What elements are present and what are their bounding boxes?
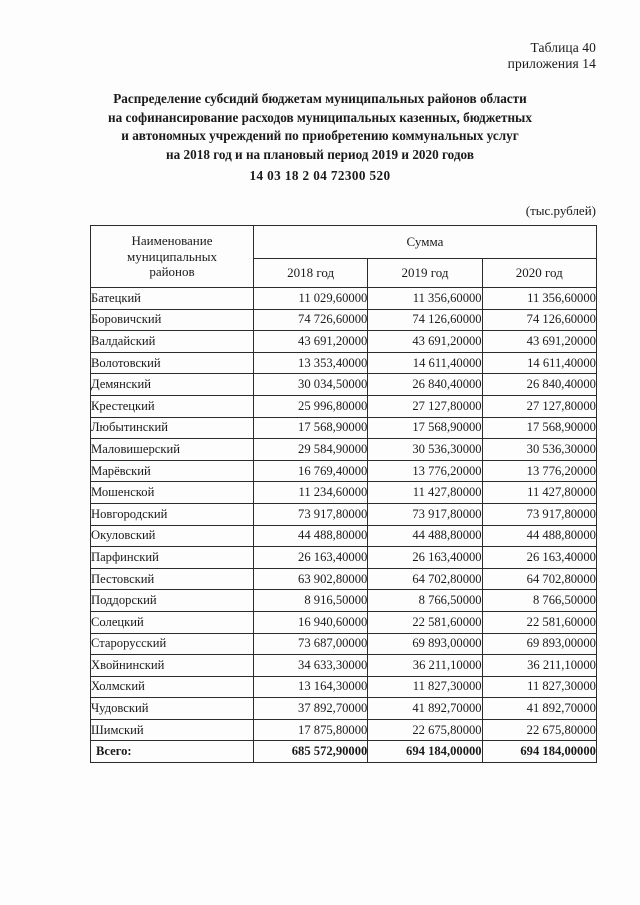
header-name-line-1: Наименование [131,233,213,249]
cell-amount-2018: 37 892,70000 [254,698,368,720]
title-line-2: на софинансирование расходов муниципальных казенных, бюджетных [108,109,532,125]
cell-amount-2018: 16 940,60000 [254,611,368,633]
cell-district-name: Поддорский [91,590,254,612]
title-line-1: Распределение субсидий бюджетам муниципальных районов области [113,91,527,106]
title-line-4: на 2018 год и на плановый период 2019 и 2020 годов [166,146,474,162]
cell-amount-2018: 16 769,40000 [254,460,368,482]
cell-amount-2020: 64 702,80000 [482,568,596,590]
column-header-sum-group: Сумма [254,226,597,259]
cell-amount-2020: 14 611,40000 [482,352,596,374]
cell-amount-2020: 11 427,80000 [482,482,596,504]
header-name-line-3: районов [149,264,195,280]
cell-amount-2018: 73 687,00000 [254,633,368,655]
cell-amount-2020: 36 211,10000 [482,655,596,677]
cell-amount-2018: 63 902,80000 [254,568,368,590]
cell-district-name: Парфинский [91,547,254,569]
cell-amount-2018: 11 234,60000 [254,482,368,504]
cell-amount-2019: 27 127,80000 [368,395,482,417]
table-body [91,288,597,763]
cell-district-name: Окуловский [91,525,254,547]
cell-amount-2019: 22 581,60000 [368,611,482,633]
table-row [91,568,597,590]
cell-district-name: Холмский [91,676,254,698]
table-row [91,309,597,331]
cell-amount-2020: 17 568,90000 [482,417,596,439]
cell-district-name: Маловишерский [91,439,254,461]
cell-amount-2018: 30 034,50000 [254,374,368,396]
table-row [91,611,597,633]
cell-amount-2020: 26 163,40000 [482,547,596,569]
cell-amount-2018: 8 916,50000 [254,590,368,612]
cell-amount-2019: 11 427,80000 [368,482,482,504]
header-name-line-2: муниципальных [126,248,217,264]
cell-amount-2019: 73 917,80000 [368,503,482,525]
cell-total-label: Всего: [91,741,254,763]
cell-district-name: Крестецкий [91,395,254,417]
table-header-row-group [91,226,597,259]
table-row [91,395,597,417]
table-row [91,698,597,720]
budget-classification-code: 14 03 18 2 04 72300 520 [249,168,391,183]
cell-amount-2018: 17 875,80000 [254,719,368,741]
column-header-district-name [91,226,254,288]
cell-district-name: Солецкий [91,611,254,633]
table-row [91,460,597,482]
table-row [91,417,597,439]
cell-amount-2020: 44 488,80000 [482,525,596,547]
table-row [91,590,597,612]
table-row [91,547,597,569]
cell-district-name: Боровичский [91,309,254,331]
document-title [60,90,580,164]
cell-amount-2020: 41 892,70000 [482,698,596,720]
cell-amount-2020: 22 675,80000 [482,719,596,741]
units-note: (тыс.рублей) [525,203,596,218]
table-row [91,331,597,353]
cell-amount-2020: 26 840,40000 [482,374,596,396]
cell-amount-2019: 64 702,80000 [368,568,482,590]
cell-amount-2019: 30 536,30000 [368,439,482,461]
cell-amount-2019: 43 691,20000 [368,331,482,353]
cell-amount-2018: 73 917,80000 [254,503,368,525]
subsidy-distribution-table [90,225,597,763]
column-header-year-2020: 2020 год [482,259,596,288]
table-number: Таблица 40 [530,40,596,55]
document-reference [508,40,596,72]
cell-district-name: Демянский [91,374,254,396]
cell-amount-2020: 22 581,60000 [482,611,596,633]
cell-amount-2020: 43 691,20000 [482,331,596,353]
cell-district-name: Старорусский [91,633,254,655]
cell-amount-2019: 13 776,20000 [368,460,482,482]
column-header-year-2019: 2019 год [368,259,482,288]
cell-district-name: Марёвский [91,460,254,482]
cell-amount-2019: 11 356,60000 [368,288,482,310]
cell-amount-2019: 11 827,30000 [368,676,482,698]
cell-amount-2019: 22 675,80000 [368,719,482,741]
table-head [91,226,597,288]
table-row [91,439,597,461]
subsidy-distribution-table-wrapper [90,225,596,763]
table-row [91,633,597,655]
table-row [91,288,597,310]
cell-amount-2018: 29 584,90000 [254,439,368,461]
column-header-year-2018: 2018 год [254,259,368,288]
cell-district-name: Любытинский [91,417,254,439]
cell-amount-2020: 69 893,00000 [482,633,596,655]
cell-amount-2020: 8 766,50000 [482,590,596,612]
cell-amount-2018: 34 633,30000 [254,655,368,677]
table-row [91,503,597,525]
table-row [91,719,597,741]
cell-total-2019: 694 184,00000 [368,741,482,763]
cell-total-2020: 694 184,00000 [482,741,596,763]
table-row [91,525,597,547]
table-row [91,352,597,374]
cell-district-name: Хвойнинский [91,655,254,677]
cell-amount-2018: 74 726,60000 [254,309,368,331]
cell-amount-2018: 13 164,30000 [254,676,368,698]
cell-amount-2019: 17 568,90000 [368,417,482,439]
cell-amount-2018: 17 568,90000 [254,417,368,439]
cell-amount-2019: 36 211,10000 [368,655,482,677]
table-row [91,482,597,504]
cell-amount-2018: 25 996,80000 [254,395,368,417]
cell-amount-2019: 26 163,40000 [368,547,482,569]
cell-amount-2019: 8 766,50000 [368,590,482,612]
cell-amount-2019: 14 611,40000 [368,352,482,374]
cell-district-name: Новгородский [91,503,254,525]
cell-amount-2020: 30 536,30000 [482,439,596,461]
cell-district-name: Шимский [91,719,254,741]
cell-amount-2019: 44 488,80000 [368,525,482,547]
table-row [91,676,597,698]
cell-district-name: Пестовский [91,568,254,590]
cell-amount-2020: 74 126,60000 [482,309,596,331]
cell-amount-2018: 26 163,40000 [254,547,368,569]
cell-total-2018: 685 572,90000 [254,741,368,763]
cell-amount-2019: 26 840,40000 [368,374,482,396]
cell-district-name: Батецкий [91,288,254,310]
cell-amount-2020: 11 827,30000 [482,676,596,698]
cell-amount-2018: 43 691,20000 [254,331,368,353]
cell-amount-2019: 41 892,70000 [368,698,482,720]
cell-amount-2020: 73 917,80000 [482,503,596,525]
cell-district-name: Мошенской [91,482,254,504]
table-row [91,655,597,677]
title-line-3: и автономных учреждений по приобретению коммунальных услуг [121,128,519,143]
table-row [91,374,597,396]
cell-amount-2019: 74 126,60000 [368,309,482,331]
cell-amount-2018: 13 353,40000 [254,352,368,374]
cell-amount-2018: 11 029,60000 [254,288,368,310]
cell-amount-2020: 27 127,80000 [482,395,596,417]
cell-district-name: Валдайский [91,331,254,353]
cell-district-name: Чудовский [91,698,254,720]
cell-amount-2020: 13 776,20000 [482,460,596,482]
cell-amount-2018: 44 488,80000 [254,525,368,547]
cell-amount-2020: 11 356,60000 [482,288,596,310]
table-total-row [91,741,597,763]
cell-district-name: Волотовский [91,352,254,374]
appendix-number: приложения 14 [507,56,596,71]
cell-amount-2019: 69 893,00000 [368,633,482,655]
